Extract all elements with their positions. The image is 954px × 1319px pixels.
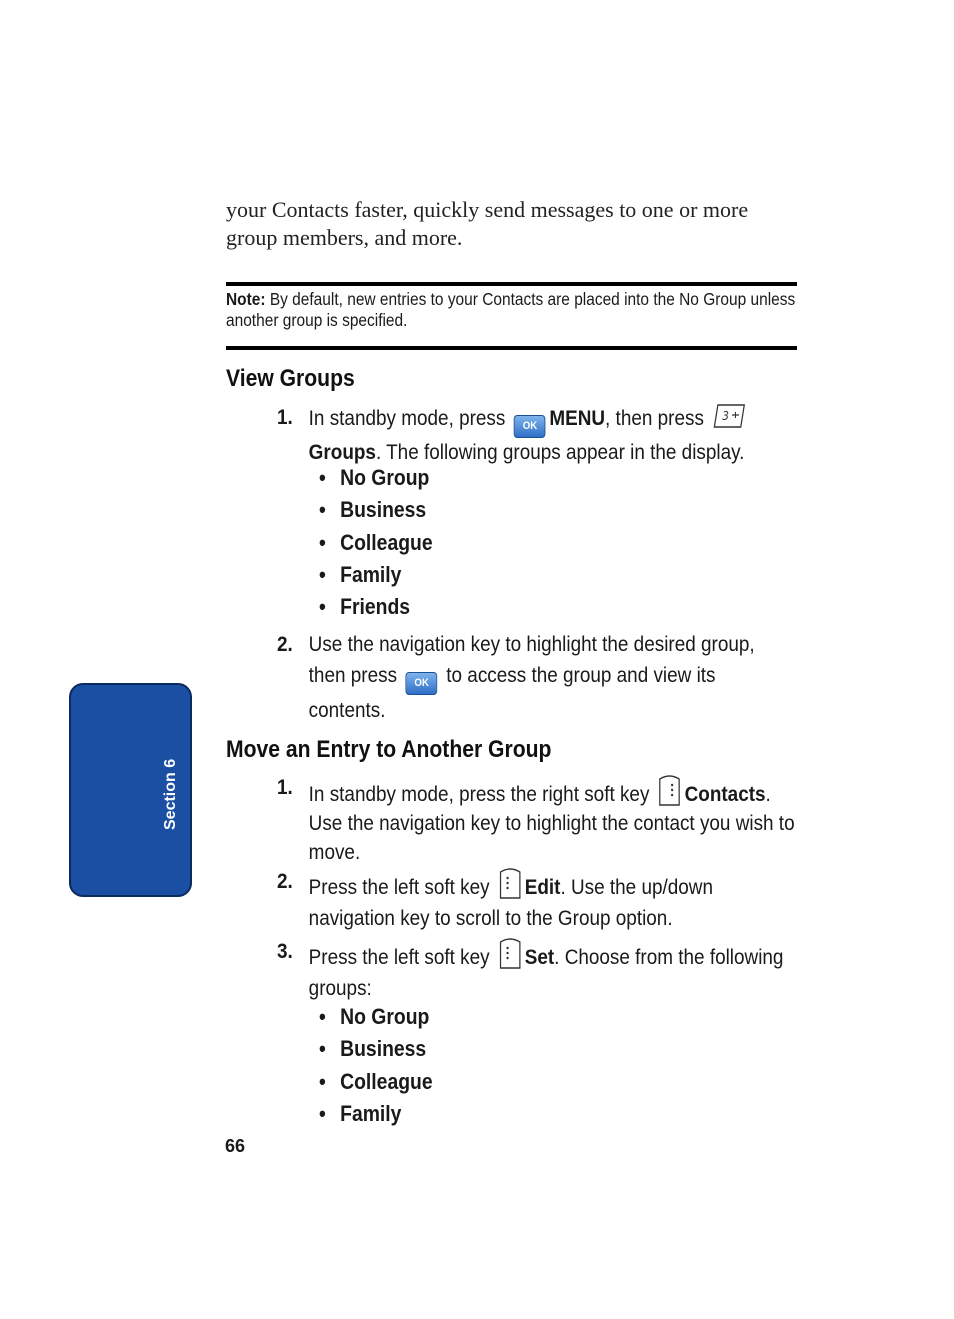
step-number: 2. [277, 869, 293, 893]
set-label: Set [524, 945, 555, 969]
view-groups-step-2 [277, 629, 796, 726]
step-text: . Use the navigation key to highlight the contact you wish to move. [308, 782, 795, 864]
step-text: Press the left soft key [308, 875, 495, 899]
move-entry-heading: Move an Entry to Another Group [226, 736, 552, 763]
key-3-icon [713, 403, 746, 429]
move-entry-step-3 [277, 936, 796, 1004]
soft-key-icon [658, 773, 681, 807]
step-text: Press the left soft key [308, 945, 495, 969]
soft-key-icon [498, 936, 521, 970]
step-number: 1. [277, 405, 293, 429]
list-item: • Friends [319, 594, 411, 619]
ok-key-icon: OK [406, 672, 438, 695]
step-number: 3. [277, 939, 293, 963]
list-item: • Colleague [319, 530, 433, 555]
step-number: 2. [277, 632, 293, 656]
intro-paragraph: your Contacts faster, quickly send messages to one or more group members, and more. [226, 197, 749, 250]
list-item: • Colleague [319, 1069, 433, 1094]
key-3-digit: 3 [722, 409, 730, 424]
note-text: By default, new entries to your Contacts are placed into the No Group unless another group is specified. [226, 289, 796, 330]
edit-label: Edit [524, 875, 561, 899]
page-number: 66 [225, 1136, 246, 1156]
contacts-label: Contacts [684, 782, 766, 806]
list-item: • Business [319, 497, 427, 522]
step-text: Use the navigation key to highlight the desired group, then press [308, 632, 755, 687]
move-entry-step-2 [277, 866, 796, 934]
move-entry-step-1 [277, 773, 796, 867]
step-text: In standby mode, press the right soft key [308, 782, 655, 806]
list-item: • No Group [319, 465, 430, 490]
note-top-rule [226, 282, 797, 286]
view-groups-step-1 [277, 403, 796, 467]
list-item: • Family [319, 562, 402, 587]
step-text: , then press [605, 406, 710, 430]
step-text: . Choose from the following groups: [308, 945, 784, 1000]
step-text: . The following groups appear in the display. [375, 440, 745, 464]
section-tab-label: Section 6 [162, 758, 179, 830]
list-item: • No Group [319, 1004, 430, 1029]
step-text: . Use the up/down navigation key to scroll to the Group option. [308, 875, 713, 930]
soft-key-icon [498, 866, 521, 900]
view-groups-heading: View Groups [226, 365, 355, 392]
ok-key-icon: OK [514, 415, 546, 438]
step-number: 1. [277, 775, 293, 799]
note-bottom-rule [226, 346, 797, 350]
step-text: In standby mode, press [308, 406, 511, 430]
list-item: • Business [319, 1036, 427, 1061]
groups-label: Groups [308, 440, 376, 464]
note-box [226, 289, 802, 331]
menu-label: MENU [549, 406, 606, 430]
step-text: to access the group and view its contents. [308, 663, 716, 722]
list-item: • Family [319, 1101, 402, 1126]
note-label: Note: [226, 289, 266, 309]
